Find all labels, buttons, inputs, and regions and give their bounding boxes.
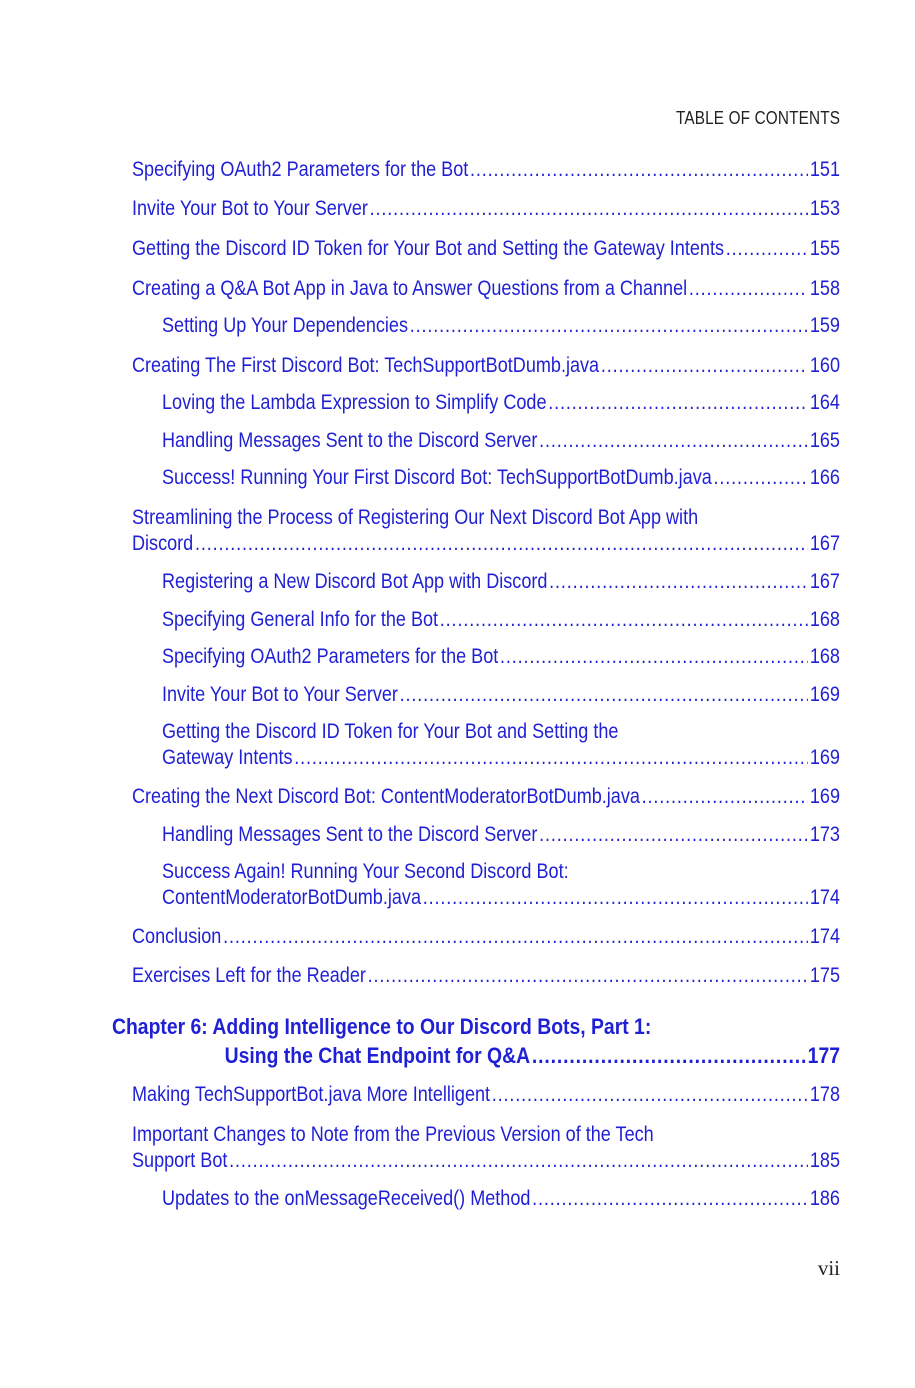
toc-entry-title: Creating The First Discord Bot: TechSupportBotDumb.java <box>132 354 600 377</box>
toc-entry-title: Creating the Next Discord Bot: ContentModeratorBotDumb.java <box>132 785 640 808</box>
toc-entry[interactable] <box>132 963 840 989</box>
toc-entry-title: ContentModeratorBotDumb.java <box>162 886 422 909</box>
toc-entry-page-number: 168 <box>809 608 840 631</box>
toc-entry[interactable] <box>162 569 840 595</box>
toc-entry-page-number: 169 <box>809 785 840 808</box>
toc-entry[interactable] <box>132 1122 840 1174</box>
toc-entry-title: Conclusion <box>132 925 222 948</box>
dot-leader <box>492 1082 808 1108</box>
toc-entry-page-number: 169 <box>809 746 840 769</box>
toc-entry[interactable] <box>162 682 840 708</box>
toc-entry-page-number: 186 <box>809 1187 840 1210</box>
toc-entry-page-number: 173 <box>809 823 840 846</box>
toc-entry-title: Handling Messages Sent to the Discord Server <box>162 823 538 846</box>
dot-leader <box>726 236 808 262</box>
dot-leader <box>370 196 808 222</box>
toc-entry-title: Getting the Discord ID Token for Your Bot and Setting the Gateway Intents <box>132 237 724 260</box>
toc-entry-page-number: 158 <box>809 277 840 300</box>
toc-entry-title: Discord <box>132 532 194 555</box>
toc-entry-page-number: 164 <box>809 391 840 414</box>
toc-entry-page-number: 178 <box>809 1083 840 1106</box>
toc-entry-title: Specifying OAuth2 Parameters for the Bot <box>162 645 499 668</box>
toc-entry[interactable] <box>132 924 840 950</box>
dot-leader <box>440 607 808 633</box>
toc-entry-title: Specifying General Info for the Bot <box>162 608 439 631</box>
toc-entry[interactable] <box>132 784 840 810</box>
toc-entry-title-line1: Streamlining the Process of Registering Our Next Discord Bot App with <box>132 506 699 529</box>
dot-leader <box>400 682 808 708</box>
toc-entry-title: Support Bot <box>132 1149 228 1172</box>
dot-leader <box>532 1041 806 1070</box>
dot-leader <box>714 465 809 491</box>
toc-entry-title: Gateway Intents <box>162 746 293 769</box>
dot-leader <box>548 390 808 416</box>
toc-entry-title-line1: Getting the Discord ID Token for Your Bot and Setting the <box>162 720 619 743</box>
toc-entry[interactable] <box>162 465 840 491</box>
toc-entry[interactable] <box>162 1186 840 1212</box>
toc-entry[interactable] <box>162 313 840 339</box>
toc-entry-page-number: 167 <box>809 532 840 555</box>
toc-entry-page-number: 169 <box>809 683 840 706</box>
toc-entry-page-number: 160 <box>809 354 840 377</box>
dot-leader <box>689 276 808 302</box>
dot-leader <box>532 1186 808 1212</box>
dot-leader <box>423 885 808 911</box>
toc-entry-page-number: 168 <box>809 645 840 668</box>
toc-entry-title: Invite Your Bot to Your Server <box>132 197 368 220</box>
toc-entry-title: Handling Messages Sent to the Discord Server <box>162 429 538 452</box>
toc-entry-title: Specifying OAuth2 Parameters for the Bot <box>132 158 469 181</box>
toc-entry[interactable] <box>132 157 840 183</box>
toc-entry-page-number: 159 <box>809 314 840 337</box>
toc-entry-page-number: 151 <box>809 158 840 181</box>
toc-entry[interactable] <box>132 353 840 379</box>
toc-entry-page-number: 174 <box>809 925 840 948</box>
dot-leader <box>223 924 808 950</box>
toc-entry[interactable] <box>162 428 840 454</box>
chapter-heading[interactable] <box>112 1012 840 1070</box>
dot-leader <box>642 784 808 810</box>
toc-entry[interactable] <box>132 1082 840 1108</box>
toc-entry-page-number: 155 <box>809 237 840 260</box>
dot-leader <box>500 644 808 670</box>
dot-leader <box>539 822 808 848</box>
dot-leader <box>368 963 809 989</box>
toc-entry[interactable] <box>162 822 840 848</box>
chapter-title-line2: Using the Chat Endpoint for Q&A <box>224 1043 531 1068</box>
running-header: TABLE OF CONTENTS <box>675 108 840 128</box>
page-number: vii <box>817 1256 840 1280</box>
toc-entry[interactable] <box>162 719 840 771</box>
toc-entry-title: Exercises Left for the Reader <box>132 964 366 987</box>
toc-entry-title: Updates to the onMessageReceived() Method <box>162 1187 531 1210</box>
toc-entry-page-number: 153 <box>809 197 840 220</box>
dot-leader <box>410 313 808 339</box>
toc-entry-page-number: 165 <box>809 429 840 452</box>
toc-entry[interactable] <box>132 505 840 557</box>
dot-leader <box>470 157 808 183</box>
toc-entry-page-number: 185 <box>809 1149 840 1172</box>
toc-entry[interactable] <box>162 859 840 911</box>
toc-entry-page-number: 167 <box>809 570 840 593</box>
toc-entry-page-number: 175 <box>809 964 840 987</box>
toc-entry[interactable] <box>162 644 840 670</box>
toc-entry-title: Making TechSupportBot.java More Intelligent <box>132 1083 491 1106</box>
dot-leader <box>601 353 808 379</box>
toc-entry-title: Registering a New Discord Bot App with Discord <box>162 570 548 593</box>
toc-entry-title-line1: Success Again! Running Your Second Discord Bot: <box>162 860 569 883</box>
chapter-page-number: 177 <box>807 1043 840 1068</box>
toc-entry[interactable] <box>162 390 840 416</box>
dot-leader <box>195 531 808 557</box>
chapter-title-line1: Chapter 6: Adding Intelligence to Our Discord Bots, Part 1: <box>112 1014 652 1039</box>
toc-entry-page-number: 166 <box>809 466 840 489</box>
dot-leader <box>294 745 808 771</box>
toc-entry-title-line1: Important Changes to Note from the Previous Version of the Tech <box>132 1123 654 1146</box>
toc-entry-title: Invite Your Bot to Your Server <box>162 683 398 706</box>
toc-entry-title: Loving the Lambda Expression to Simplify Code <box>162 391 547 414</box>
toc-entry-title: Creating a Q&A Bot App in Java to Answer Questions from a Channel <box>132 277 688 300</box>
toc-entry[interactable] <box>132 276 840 302</box>
toc-entry[interactable] <box>132 236 840 262</box>
toc-entry[interactable] <box>132 196 840 222</box>
dot-leader <box>229 1148 808 1174</box>
dot-leader <box>549 569 808 595</box>
toc-entry[interactable] <box>162 607 840 633</box>
toc-entry-page-number: 174 <box>809 886 840 909</box>
toc-entry-title: Setting Up Your Dependencies <box>162 314 409 337</box>
dot-leader <box>539 428 808 454</box>
toc-entry-title: Success! Running Your First Discord Bot: TechSupportBotDumb.java <box>162 466 712 489</box>
